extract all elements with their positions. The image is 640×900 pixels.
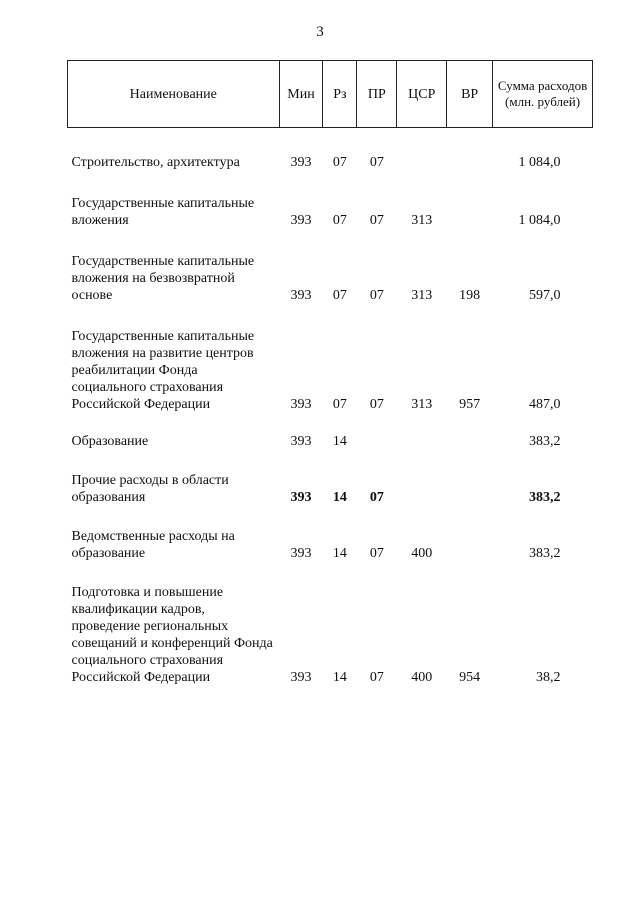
row-sum-cell: 1 084,0 (518, 155, 561, 170)
row-min-cell: 393 (290, 213, 312, 228)
table-row (68, 195, 593, 229)
header-min: Мин (279, 61, 323, 128)
row-pr-cell (357, 433, 397, 450)
row-rz-cell: 07 (332, 155, 347, 170)
row-pr-cell: 07 (369, 213, 384, 228)
row-vr-cell: 954 (459, 670, 481, 685)
expenditure-table (67, 60, 593, 686)
row-rz-cell: 07 (332, 288, 347, 303)
row-pr-cell: 07 (369, 397, 384, 412)
row-min-cell: 393 (290, 397, 312, 412)
table-row (68, 328, 593, 413)
table-row (68, 154, 593, 171)
row-sum-cell: 38,2 (536, 670, 561, 685)
row-name-cell: Подготовка и повышение квалификации кадров, проведение региональных совещаний и конференций Фонда социального страхования Российской Федерации (71, 585, 273, 685)
row-min-cell: 393 (290, 155, 312, 170)
row-vr-cell (447, 433, 493, 450)
row-pr-cell: 07 (369, 155, 384, 170)
row-vr-cell: 957 (459, 397, 481, 412)
row-csr-cell (397, 154, 447, 171)
row-vr-cell (447, 154, 493, 171)
header-rz: Рз (323, 61, 357, 128)
row-min-cell: 393 (290, 490, 312, 505)
header-pr: ПР (357, 61, 397, 128)
row-sum-cell: 383,2 (529, 546, 561, 561)
table-row (68, 253, 593, 304)
row-sum-cell: 487,0 (529, 397, 561, 412)
table-body (68, 128, 593, 687)
row-sum-cell: 1 084,0 (518, 213, 561, 228)
row-csr-cell: 313 (411, 288, 433, 303)
row-rz-cell: 07 (332, 213, 347, 228)
header-vr: ВР (447, 61, 493, 128)
row-pr-cell: 07 (369, 546, 384, 561)
row-name-cell: Государственные капитальные вложения на безвозвратной основе (71, 254, 255, 303)
row-csr-cell (397, 472, 447, 506)
row-rz-cell: 14 (332, 434, 347, 449)
row-rz-cell: 07 (332, 397, 347, 412)
row-sum-cell: 383,2 (529, 434, 561, 449)
row-vr-cell (447, 195, 493, 229)
page-number: 3 (316, 24, 324, 40)
row-rz-cell: 14 (332, 670, 347, 685)
table-row (68, 433, 593, 450)
header-csr: ЦСР (397, 61, 447, 128)
table-row (68, 528, 593, 562)
row-csr-cell: 313 (411, 397, 433, 412)
row-pr-cell: 07 (369, 288, 384, 303)
row-min-cell: 393 (290, 670, 312, 685)
row-vr-cell (447, 528, 493, 562)
row-min-cell: 393 (290, 434, 312, 449)
row-name-cell: Государственные капитальные вложения (71, 196, 255, 228)
row-name-cell: Строительство, архитектура (71, 155, 240, 170)
table-row (68, 584, 593, 686)
row-name-cell: Ведомственные расходы на образование (71, 529, 235, 561)
row-sum-cell: 597,0 (529, 288, 561, 303)
row-vr-cell (447, 472, 493, 506)
row-sum-cell: 383,2 (529, 490, 561, 505)
row-name-cell: Прочие расходы в области образования (71, 473, 229, 505)
row-pr-cell: 07 (369, 670, 384, 685)
row-csr-cell: 313 (411, 213, 433, 228)
row-csr-cell: 400 (411, 546, 433, 561)
row-pr-cell: 07 (369, 490, 384, 505)
row-rz-cell: 14 (332, 490, 347, 505)
row-rz-cell: 14 (332, 546, 347, 561)
row-name-cell: Государственные капитальные вложения на развитие центров реабилитации Фонда социального страхования Российской Федерации (71, 329, 255, 412)
row-min-cell: 393 (290, 546, 312, 561)
header-sum: Сумма расходов (млн. рублей) (493, 61, 593, 128)
header-name: Наименование (68, 61, 280, 128)
row-vr-cell: 198 (459, 288, 481, 303)
table-row (68, 472, 593, 506)
table-header (68, 61, 593, 128)
row-min-cell: 393 (290, 288, 312, 303)
row-csr-cell: 400 (411, 670, 433, 685)
row-name-cell: Образование (71, 434, 149, 449)
row-csr-cell (397, 433, 447, 450)
